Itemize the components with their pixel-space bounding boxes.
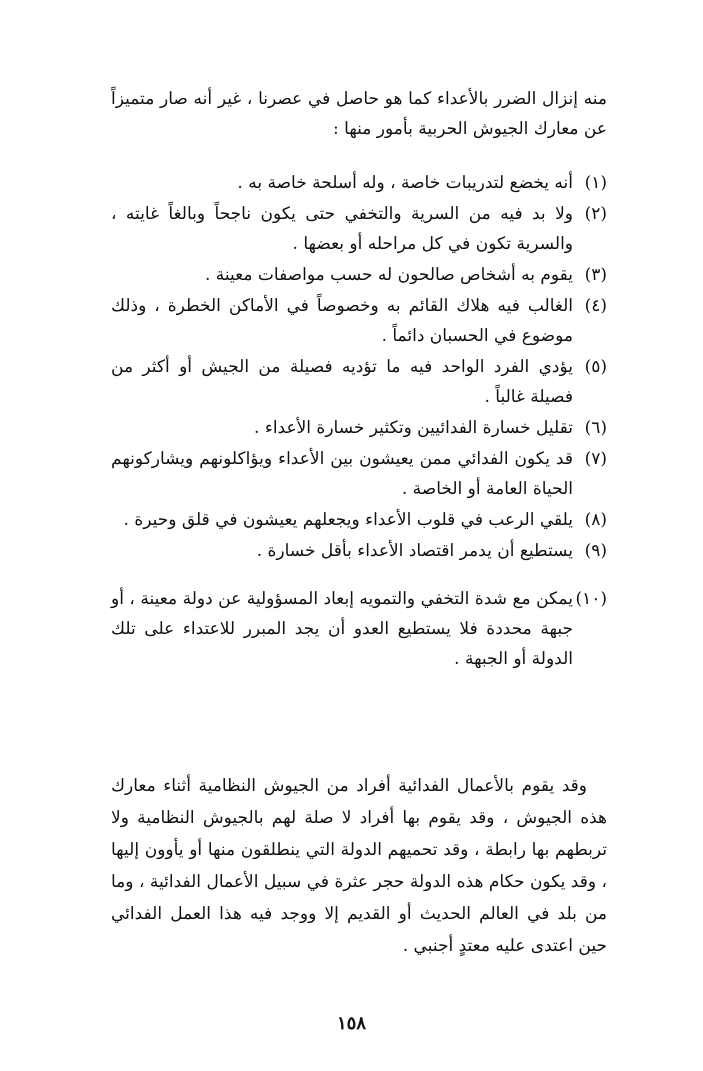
list-item bbox=[111, 199, 607, 259]
item-number: (٦) bbox=[584, 418, 607, 438]
item-text: يستطيع أن يدمر اقتصاد الأعداء بأقل خسارة . bbox=[256, 541, 573, 561]
item-text: أنه يخضع لتدريبات خاصة ، وله أسلحة خاصة به . bbox=[237, 173, 573, 193]
intro-paragraph: منه إنزال الضرر بالأعداء كما هو حاصل في عصرنا ، غير أنه صار متميزاً عن معارك الجيوش الحربية بأمور منها : bbox=[111, 89, 607, 139]
item-number: (٤) bbox=[584, 296, 607, 316]
item-number: (٨) bbox=[584, 510, 607, 530]
item-number: (١٠) bbox=[575, 589, 607, 609]
item-text: يقوم به أشخاص صالحون له حسب مواصفات معينة . bbox=[205, 265, 573, 285]
list-item bbox=[111, 536, 607, 566]
item-number: (١) bbox=[584, 173, 607, 193]
list-item bbox=[111, 505, 607, 535]
item-text: يلقي الرعب في قلوب الأعداء ويجعلهم يعيشون في قلق وحيرة . bbox=[123, 510, 573, 530]
list-item bbox=[111, 291, 607, 351]
list-item bbox=[111, 584, 607, 674]
item-text: الغالب فيه هلاك القائم به وخصوصاً في الأماكن الخطرة ، وذلك موضوع في الحسبان دائماً . bbox=[111, 296, 573, 346]
list-item bbox=[111, 352, 607, 412]
list-item bbox=[111, 168, 607, 198]
list-item bbox=[111, 444, 607, 504]
item-text: يمكن مع شدة التخفي والتمويه إبعاد المسؤولية عن دولة معينة ، أو جبهة محددة فلا يستطيع العدو أن يجد المبرر للاعتداء على تلك الدولة أو الجبهة . bbox=[111, 589, 573, 669]
item-number: (٩) bbox=[584, 541, 607, 561]
item-number: (٧) bbox=[584, 449, 607, 469]
item-text: ولا بد فيه من السرية والتخفي حتى يكون ناجحاً وبالغاً غايته ، والسرية تكون في كل مراحله أو بعضها . bbox=[111, 204, 573, 254]
item-number: (٥) bbox=[584, 357, 607, 377]
page-number: ١٥٨ bbox=[336, 1013, 366, 1034]
item-text: قد يكون الفدائي ممن يعيشون بين الأعداء ويؤاكلونهم ويشاركونهم الحياة العامة أو الخاصة . bbox=[111, 449, 573, 499]
item-text: تقليل خسارة الفدائيين وتكثير خسارة الأعداء . bbox=[254, 418, 573, 438]
item-number: (٣) bbox=[584, 265, 607, 285]
list-item bbox=[111, 413, 607, 443]
item-number: (٢) bbox=[584, 204, 607, 224]
item-text: يؤدي الفرد الواحد فيه ما تؤديه فصيلة من الجيش أو أكثر من فصيلة غالباً . bbox=[111, 357, 573, 407]
features-list bbox=[111, 168, 607, 674]
list-item bbox=[111, 260, 607, 290]
closing-paragraph: وقد يقوم بالأعمال الفدائية أفراد من الجيوش النظامية أثناء معارك هذه الجيوش ، وقد يقوم بها أفراد لا صلة لهم بالجيوش النظامية ولا تربطهم بها رابطة ، وقد تحميهم الدولة التي ينطلقون منها أو يأوون إليها ، وقد يكون حكام هذه الدولة حجر عثرة في سبيل الأعمال الفدائية ، وما من بلد في العالم الحديث أو القديم إلا ووجد فيه هذا العمل الفدائي حين اعتدى عليه معتدٍ أجنبي . bbox=[111, 776, 607, 956]
